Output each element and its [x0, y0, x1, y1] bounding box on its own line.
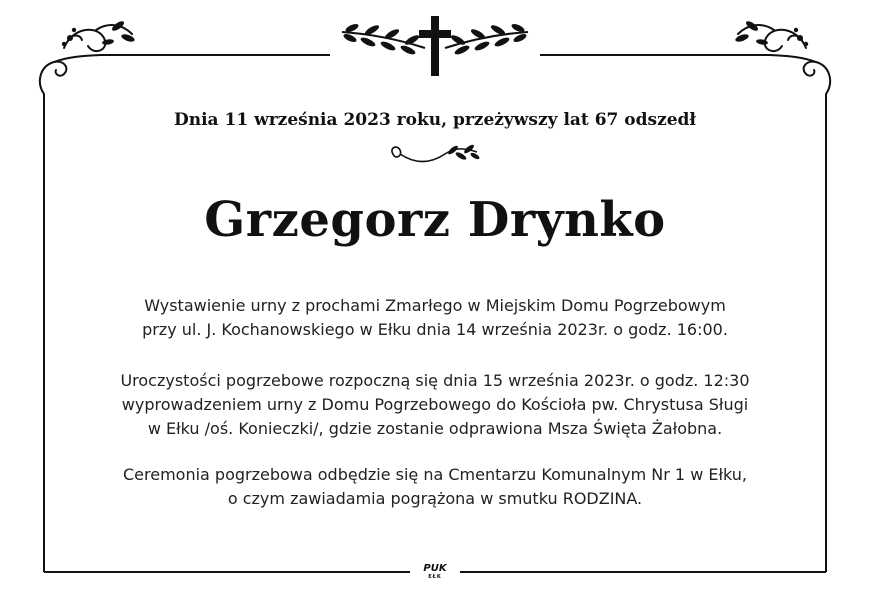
paragraph-line: przy ul. J. Kochanowskiego w Ełku dnia 14 września 2023r. o godz. 16:00. [142, 320, 728, 339]
paragraph-line: Wystawienie urny z prochami Zmarłego w Miejskim Domu Pogrzebowym [144, 296, 726, 315]
laurel-branch-right-icon [445, 22, 528, 56]
urn-display-paragraph [60, 294, 810, 342]
corner-flourish-right-icon [738, 25, 830, 94]
laurel-branch-left-icon [342, 22, 425, 56]
cross-icon [419, 16, 451, 76]
paragraph-line: w Ełku /oś. Konieczki/, gdzie zostanie odprawiona Msza Święta Żałobna. [147, 419, 723, 438]
logo-sub-text: EŁK [428, 574, 442, 580]
corner-flourish-left-icon [40, 25, 132, 94]
paragraph-line: wyprowadzeniem urny z Domu Pogrzebowego do Kościoła pw. Chrystusa Sługi [121, 395, 749, 414]
deceased-name: Grzegorz Drynko [204, 192, 666, 248]
death-date-line: Dnia 11 września 2023 roku, przeżywszy lat 67 odszedł [174, 110, 696, 130]
paragraph-line: Ceremonia pogrzebowa odbędzie się na Cmentarzu Komunalnym Nr 1 w Ełku, [122, 465, 748, 484]
burial-paragraph [60, 463, 810, 511]
paragraph-line: o czym zawiadamia pogrążona w smutku RODZINA. [227, 489, 643, 508]
funeral-ceremony-paragraph [60, 369, 810, 441]
paragraph-line: Uroczystości pogrzebowe rozpoczną się dnia 15 września 2023r. o godz. 12:30 [120, 371, 750, 390]
logo-main-text: PUK [423, 563, 447, 574]
puk-logo [414, 563, 456, 585]
swirl-leaf-divider-icon [385, 142, 485, 168]
